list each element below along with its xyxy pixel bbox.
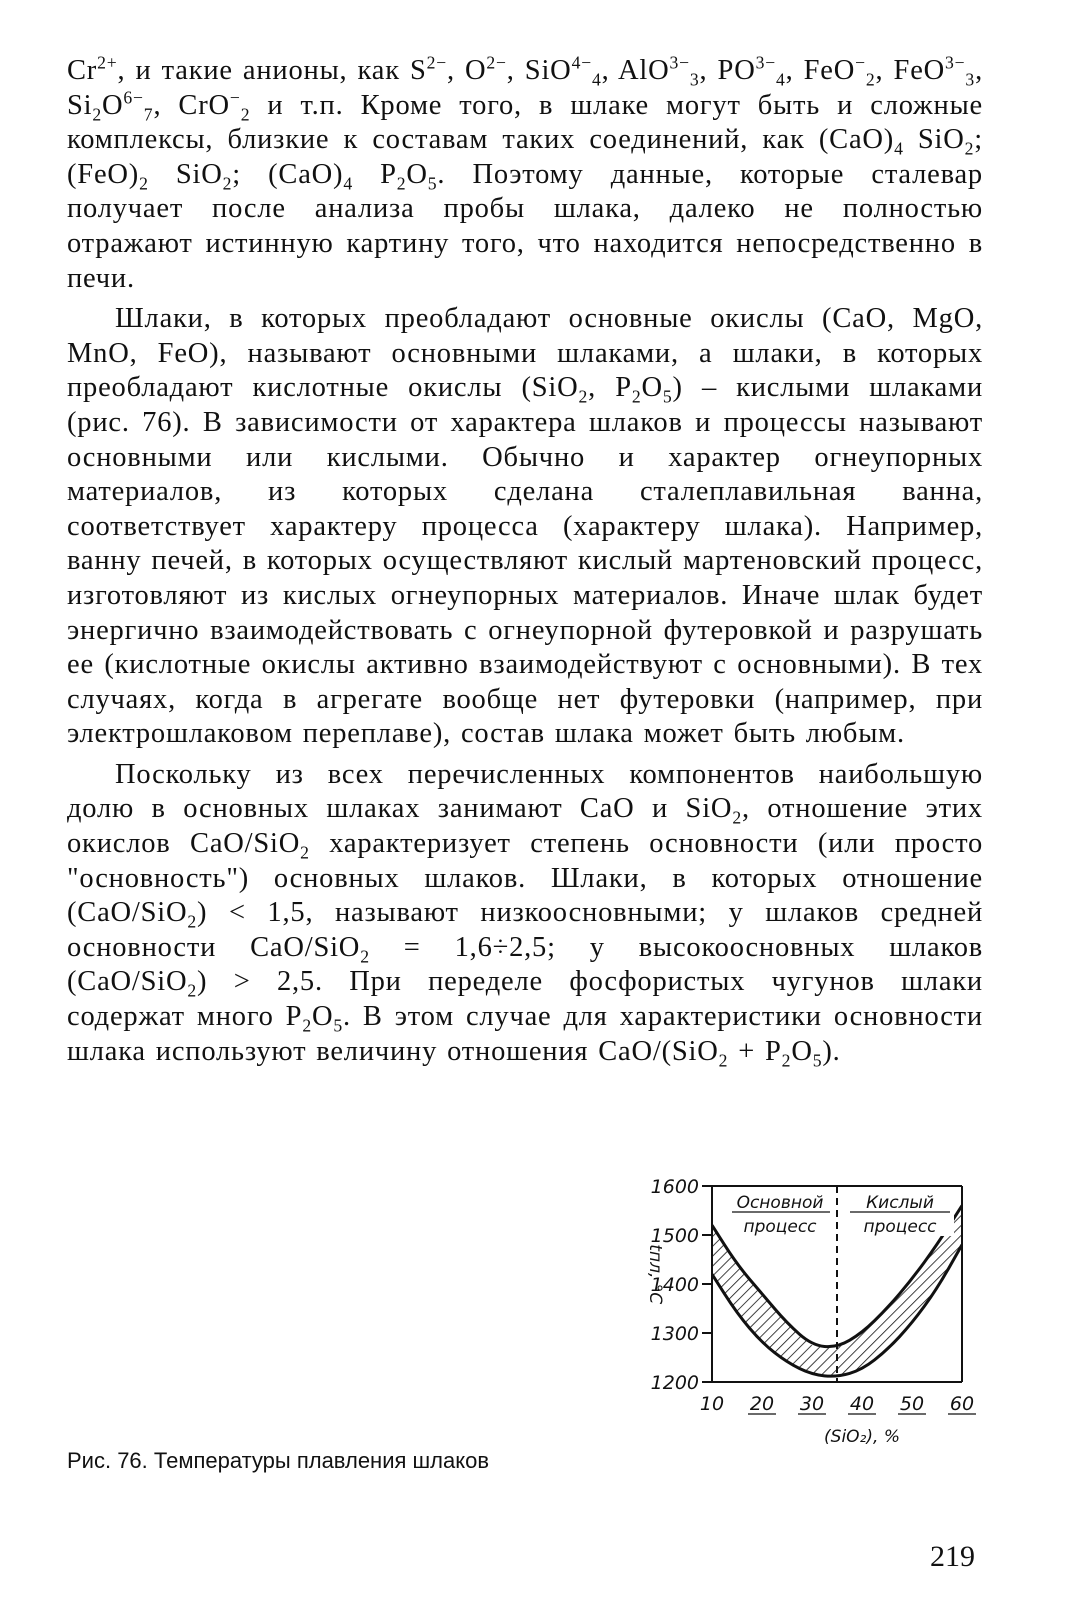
x-tick-label: 10 — [699, 1393, 725, 1415]
x-tick-label: 40 — [849, 1393, 875, 1415]
x-tick-label: 50 — [899, 1393, 925, 1415]
paragraph-3: Поскольку из всех перечисленных компонентов наибольшую долю в основных шлаках занимают CaO и SiO$_2$, отношение этих окислов CaO/SiO$_2$ характеризует степень основности (или просто "основность") основных шлаков. Шлаки, в которых отношение (CaO/SiO$_2$) < 1,5, называют низкоосновными; у шлаков средней основности CaO/SiO$_2$ = 1,6÷2,5; у высокоосновных шлаков (CaO/SiO$_2$) > 2,5. При переделе фосфористых чугунов шлаки содержат много $P_2O_5$. В этом случае для характеристики основности шлака используют величину отношения $CaO/(SiO_2 + P_2O_5)$. — [67, 758, 984, 1071]
y-axis-label: tпл, °C — [645, 1244, 665, 1305]
region-left-label-line1: Основной — [736, 1193, 824, 1213]
paragraph-1: $Cr^{2+}$, и такие анионы, как $S^{2-}$, $O^{2-}$, SiO$^{4-}_4$, AlO$^{3-}_3$, $PO^{3-}_4$, FeO−$_2$, FeO$^{3-}_3$, $Si_2O^{6-}_7$, CrO−$_2$ и т.п. Кроме того, в шлаке могут быть и сложные комплексы, близкие к составам таких соединений, как $(CaO)_4$ SiO$_2$; $(FeO)_2$ SiO$_2$; $(CaO)_4$ $P_2O_5$. Поэтому данные, которые сталевар получает после анализа пробы шлака, далеко не полностью отражают истинную картину того, что находится непосредственно в печи. — [67, 52, 984, 294]
body-text — [67, 54, 983, 1069]
x-tick-label: 60 — [949, 1393, 975, 1415]
page-number: 219 — [930, 1540, 975, 1573]
paragraph-2: Шлаки, в которых преобладают основные окислы (CaO, MgO, MnO, FeO), называют основными шлаками, а шлаки, в которых преобладают кислотные окислы (SiO$_2$, $P_2O_5$) – кислыми шлаками (рис. 76). В зависимости от характера шлаков и процессы называют основными или кислыми. Обычно и характер огнеупорных материалов, из которых сделана сталеплавильная ванна, соответствует характеру процесса (характеру шлака). Например, ванну печей, в которых осуществляют кислый мартеновский процесс, изготовляют из кислых огнеупорных материалов. Иначе шлак будет энергично взаимодействовать с огнеупорной футеровкой и разрушать ее (кислотные окислы активно взаимодействуют с основными). В тех случаях, когда в агрегате вообще нет футеровки (например, при электрошлаковом переплаве), состав шлака может быть любым. — [67, 303, 984, 750]
region-right-label-line1: Кислый — [866, 1193, 934, 1213]
melting-temperature-chart — [620, 1170, 1000, 1470]
region-right-label-line2: процесс — [863, 1217, 937, 1237]
x-tick-label: 30 — [799, 1393, 825, 1415]
y-tick-label: 1600 — [650, 1176, 699, 1198]
region-left-label-line2: процесс — [743, 1217, 817, 1237]
figure-caption: Рис. 76. Температуры плавления шлаков — [67, 1448, 490, 1473]
y-tick-label: 1300 — [650, 1323, 699, 1345]
y-tick-label: 1500 — [650, 1225, 699, 1247]
y-tick-label: 1400 — [650, 1274, 699, 1296]
x-tick-label: 20 — [749, 1393, 775, 1415]
y-tick-label: 1200 — [650, 1372, 699, 1394]
x-axis-label: (SiO₂), % — [824, 1427, 900, 1447]
